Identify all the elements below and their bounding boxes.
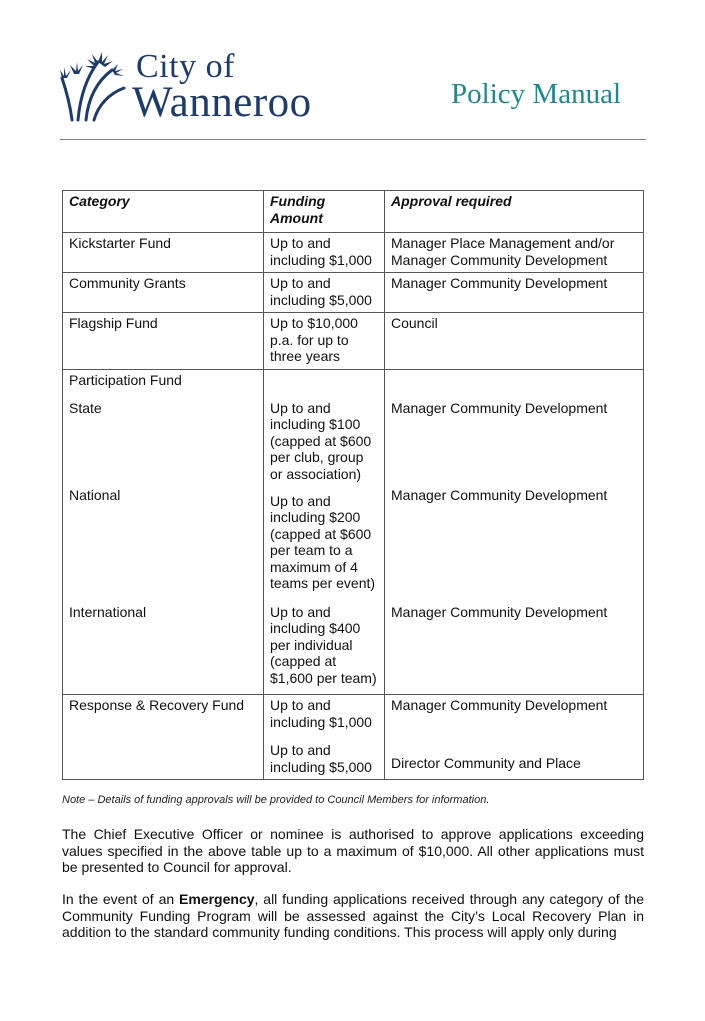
header-divider xyxy=(60,139,646,140)
logo-city-text: City of xyxy=(136,48,235,85)
emergency-term: Emergency xyxy=(179,891,255,907)
city-logo xyxy=(58,44,328,128)
participation-state: State xyxy=(69,400,102,416)
table-row xyxy=(63,273,644,313)
row-approval: Council xyxy=(385,313,644,370)
participation-approvals xyxy=(385,369,644,695)
participation-national: National xyxy=(69,487,121,503)
participation-categories xyxy=(63,369,264,695)
response-category: Response & Recovery Fund xyxy=(63,695,264,780)
paragraph-ceo-authority: The Chief Executive Officer or nominee is authorised to approve applications exceeding values specified in the above table up to a maximum of $10,000. All other applications must be presented to Council for approval. xyxy=(62,826,644,875)
row-amount: Up to $10,000 p.a. for up to three years xyxy=(264,313,385,370)
row-category: Kickstarter Fund xyxy=(63,233,264,273)
table-header-row xyxy=(63,191,644,233)
participation-amounts xyxy=(264,369,385,695)
participation-international-approval: Manager Community Development xyxy=(391,603,608,620)
document-title: Policy Manual xyxy=(451,78,621,110)
response-recovery-row xyxy=(63,695,644,780)
spacer xyxy=(270,372,378,400)
response-amounts xyxy=(264,695,385,780)
participation-national-approval: Manager Community Development xyxy=(391,486,608,503)
page-header xyxy=(0,0,705,140)
table-row xyxy=(63,233,644,273)
response-approval-1: Manager Community Development xyxy=(391,697,608,713)
participation-fund-row xyxy=(63,369,644,695)
logo-plant-icon xyxy=(58,48,132,122)
participation-national-amount: Up to and including $200 (capped at $600 per team to a maximum of 4 teams per event) xyxy=(270,492,376,591)
funding-approval-table xyxy=(62,190,644,780)
row-amount: Up to and including $5,000 xyxy=(264,273,385,313)
row-approval: Manager Place Management and/or Manager Community Development xyxy=(385,233,644,273)
participation-international-amount: Up to and including $400 per individual (capped at $1,600 per team) xyxy=(270,603,377,686)
table-row xyxy=(63,313,644,370)
paragraph-emergency-start: In the event of an xyxy=(62,891,180,907)
spacer xyxy=(391,372,637,400)
header-approval-required: Approval required xyxy=(385,191,644,233)
header-funding-amount: Funding Amount xyxy=(264,191,385,233)
logo-town-text: Wanneroo xyxy=(132,79,312,126)
row-approval: Manager Community Development xyxy=(385,273,644,313)
response-amount-2: Up to and including $5,000 xyxy=(270,742,372,775)
participation-state-amount: Up to and including $100 (capped at $600 per club, group or association) xyxy=(270,399,372,482)
header-category: Category xyxy=(63,191,264,233)
response-amount-1: Up to and including $1,000 xyxy=(270,697,372,730)
row-amount: Up to and including $1,000 xyxy=(264,233,385,273)
participation-state-approval: Manager Community Development xyxy=(391,399,608,416)
participation-title: Participation Fund xyxy=(69,371,182,388)
paragraph-emergency xyxy=(62,891,644,941)
table-note: Note – Details of funding approvals will be provided to Council Members for information. xyxy=(62,794,490,806)
response-approval-2: Director Community and Place xyxy=(391,755,581,771)
paragraph-emergency-rest: , all funding applications received through any category of the Community Funding Program will be assessed against the City’s Local Recovery Plan in addition to the standard community funding conditions. This process will apply only during xyxy=(62,891,644,940)
row-category: Flagship Fund xyxy=(63,313,264,370)
response-approvals xyxy=(385,695,644,780)
participation-international: International xyxy=(69,604,147,620)
row-category: Community Grants xyxy=(63,273,264,313)
